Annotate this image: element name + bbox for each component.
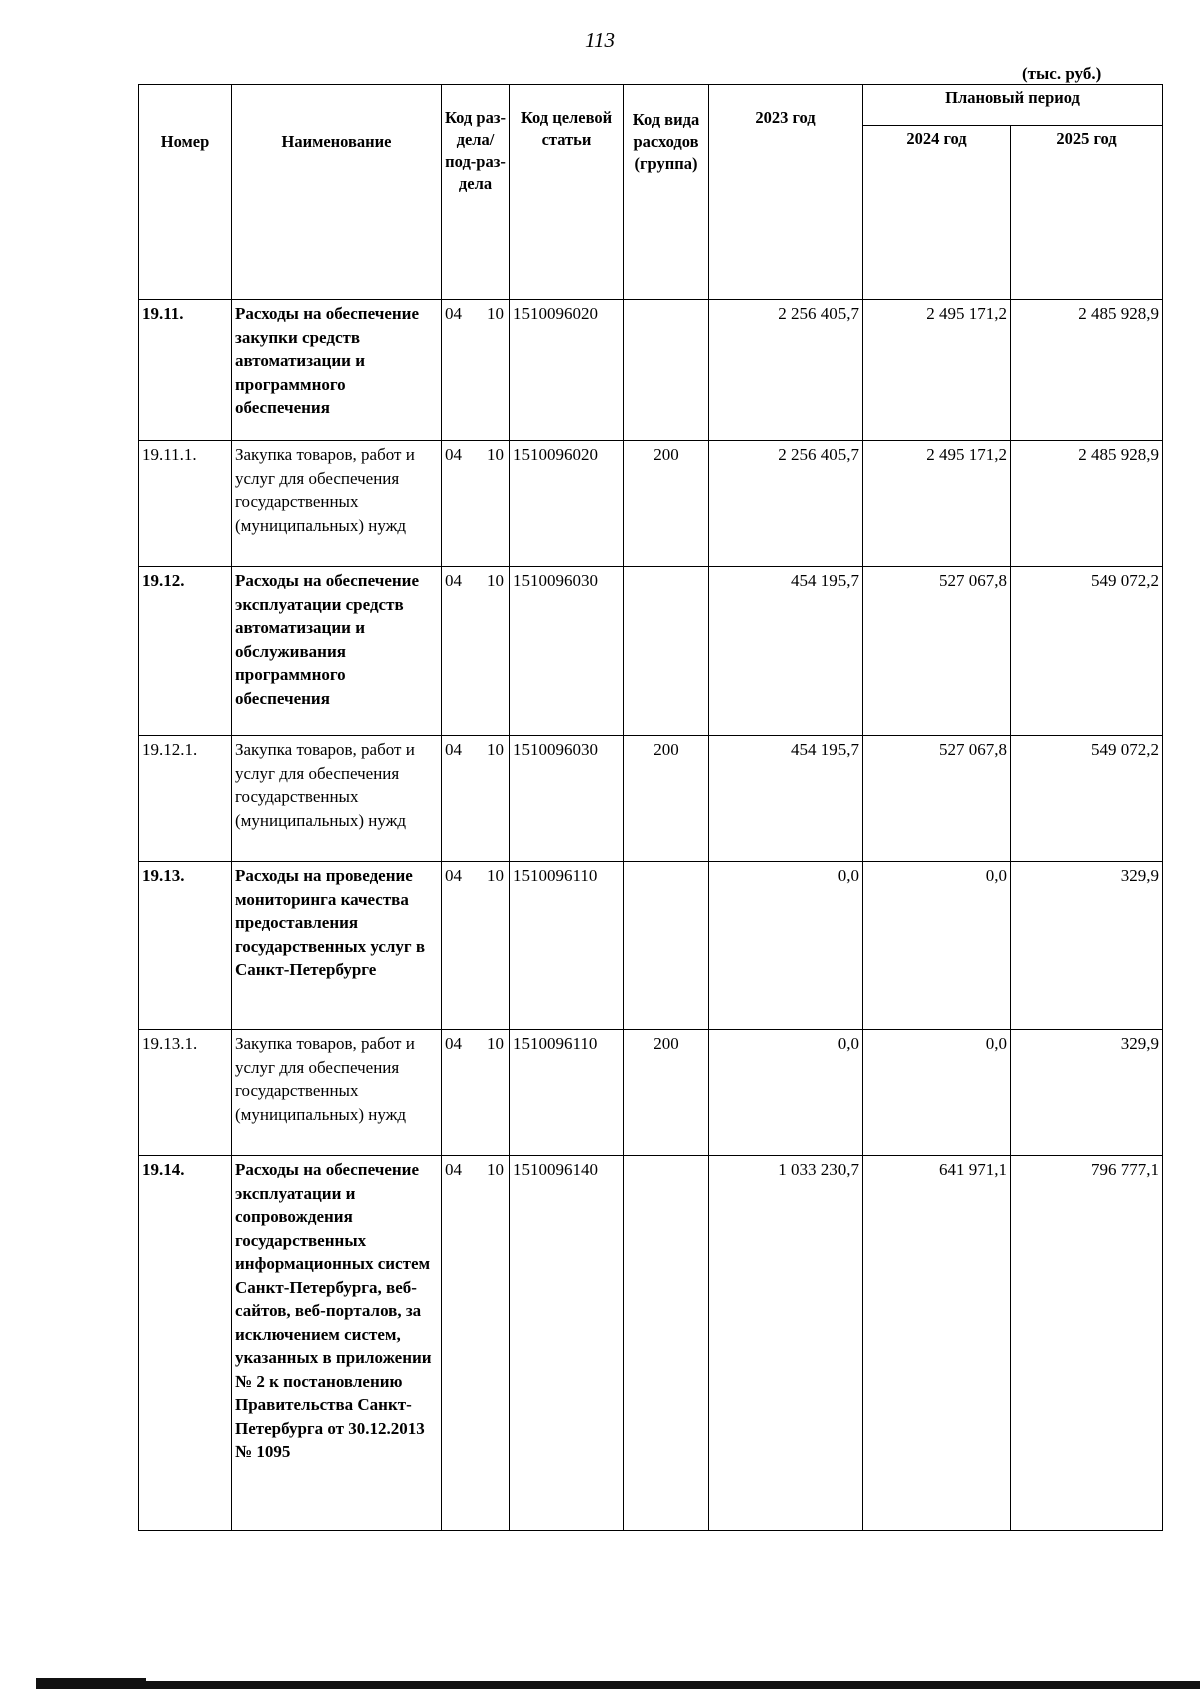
- row-number: 19.12.1.: [139, 736, 232, 862]
- table-row: [139, 862, 1163, 1030]
- row-value-2023: 2 256 405,7: [709, 300, 863, 441]
- table-row: [139, 567, 1163, 736]
- row-value-2024: 527 067,8: [863, 567, 1011, 736]
- subsection-code: 10: [487, 1160, 504, 1179]
- units-label: (тыс. руб.): [1022, 64, 1102, 83]
- header-2023: 2023 год: [709, 85, 863, 300]
- row-section-code: [442, 567, 510, 736]
- row-value-2025: 796 777,1: [1011, 1156, 1163, 1531]
- row-value-2025: 549 072,2: [1011, 567, 1163, 736]
- header-2025: 2025 год: [1011, 126, 1163, 300]
- row-section-code: [442, 1030, 510, 1156]
- row-section-code: [442, 862, 510, 1030]
- header-number: Номер: [139, 85, 232, 300]
- section-code: 04: [445, 1160, 462, 1179]
- subsection-code: 10: [487, 445, 504, 464]
- row-expense-type: 200: [624, 736, 709, 862]
- row-name: Расходы на обеспечение эксплуатации и сопровождения государственных информационных систем Санкт-Петербурга, веб-сайтов, веб-порталов, за исключением систем, указанных в приложении № 2 к постановлению Правительства Санкт-Петербурга от 30.12.2013 № 1095: [232, 1156, 442, 1531]
- row-target-code: 1510096110: [510, 862, 624, 1030]
- row-value-2024: 0,0: [863, 862, 1011, 1030]
- section-code: 04: [445, 1034, 462, 1053]
- section-code: 04: [445, 866, 462, 885]
- row-value-2025: 2 485 928,9: [1011, 441, 1163, 567]
- row-value-2024: 0,0: [863, 1030, 1011, 1156]
- row-section-code: [442, 1156, 510, 1531]
- row-number: 19.13.1.: [139, 1030, 232, 1156]
- section-code: 04: [445, 445, 462, 464]
- row-value-2023: 1 033 230,7: [709, 1156, 863, 1531]
- header-plan-period: Плановый период: [863, 85, 1163, 126]
- subsection-code: 10: [487, 571, 504, 590]
- header-target-code: Код целевой статьи: [510, 85, 624, 300]
- header-name: Наименование: [232, 85, 442, 300]
- subsection-code: 10: [487, 866, 504, 885]
- row-value-2023: 0,0: [709, 862, 863, 1030]
- row-target-code: 1510096020: [510, 441, 624, 567]
- row-target-code: 1510096030: [510, 736, 624, 862]
- row-section-code: [442, 300, 510, 441]
- row-name: Расходы на обеспечение закупки средств автоматизации и программного обеспечения: [232, 300, 442, 441]
- row-expense-type: [624, 862, 709, 1030]
- row-target-code: 1510096110: [510, 1030, 624, 1156]
- row-number: 19.12.: [139, 567, 232, 736]
- section-code: 04: [445, 304, 462, 323]
- header-2024: 2024 год: [863, 126, 1011, 300]
- table-row: [139, 300, 1163, 441]
- section-code: 04: [445, 571, 462, 590]
- row-value-2024: 2 495 171,2: [863, 441, 1011, 567]
- row-value-2023: 454 195,7: [709, 567, 863, 736]
- subsection-code: 10: [487, 1034, 504, 1053]
- subsection-code: 10: [487, 304, 504, 323]
- table-row: [139, 736, 1163, 862]
- row-value-2023: 0,0: [709, 1030, 863, 1156]
- row-name: Закупка товаров, работ и услуг для обеспечения государственных (муниципальных) нужд: [232, 1030, 442, 1156]
- row-expense-type: [624, 567, 709, 736]
- footer-rule: [36, 1681, 1200, 1689]
- row-number: 19.11.: [139, 300, 232, 441]
- row-name: Расходы на обеспечение эксплуатации средств автоматизации и обслуживания программного обеспечения: [232, 567, 442, 736]
- row-name: Расходы на проведение мониторинга качества предоставления государственных услуг в Санкт-Петербурге: [232, 862, 442, 1030]
- row-value-2023: 454 195,7: [709, 736, 863, 862]
- row-expense-type: [624, 1156, 709, 1531]
- header-section-code: Код раз-дела/ под-раз-дела: [442, 85, 510, 300]
- row-target-code: 1510096030: [510, 567, 624, 736]
- row-name: Закупка товаров, работ и услуг для обеспечения государственных (муниципальных) нужд: [232, 736, 442, 862]
- row-expense-type: 200: [624, 441, 709, 567]
- row-number: 19.11.1.: [139, 441, 232, 567]
- row-expense-type: 200: [624, 1030, 709, 1156]
- row-name: Закупка товаров, работ и услуг для обеспечения государственных (муниципальных) нужд: [232, 441, 442, 567]
- row-number: 19.14.: [139, 1156, 232, 1531]
- row-value-2025: 329,9: [1011, 1030, 1163, 1156]
- header-row: [139, 85, 1163, 126]
- row-value-2025: 2 485 928,9: [1011, 300, 1163, 441]
- row-target-code: 1510096140: [510, 1156, 624, 1531]
- row-value-2024: 2 495 171,2: [863, 300, 1011, 441]
- page-number: 113: [585, 28, 615, 52]
- row-value-2024: 641 971,1: [863, 1156, 1011, 1531]
- header-expense-type-code: Код вида расходов (группа): [624, 85, 709, 300]
- row-expense-type: [624, 300, 709, 441]
- table-row: [139, 1030, 1163, 1156]
- row-value-2023: 2 256 405,7: [709, 441, 863, 567]
- row-value-2024: 527 067,8: [863, 736, 1011, 862]
- row-value-2025: 329,9: [1011, 862, 1163, 1030]
- subsection-code: 10: [487, 740, 504, 759]
- row-section-code: [442, 441, 510, 567]
- table-row: [139, 1156, 1163, 1531]
- row-section-code: [442, 736, 510, 862]
- row-value-2025: 549 072,2: [1011, 736, 1163, 862]
- row-target-code: 1510096020: [510, 300, 624, 441]
- section-code: 04: [445, 740, 462, 759]
- budget-table: [138, 84, 1163, 1531]
- row-number: 19.13.: [139, 862, 232, 1030]
- table-row: [139, 441, 1163, 567]
